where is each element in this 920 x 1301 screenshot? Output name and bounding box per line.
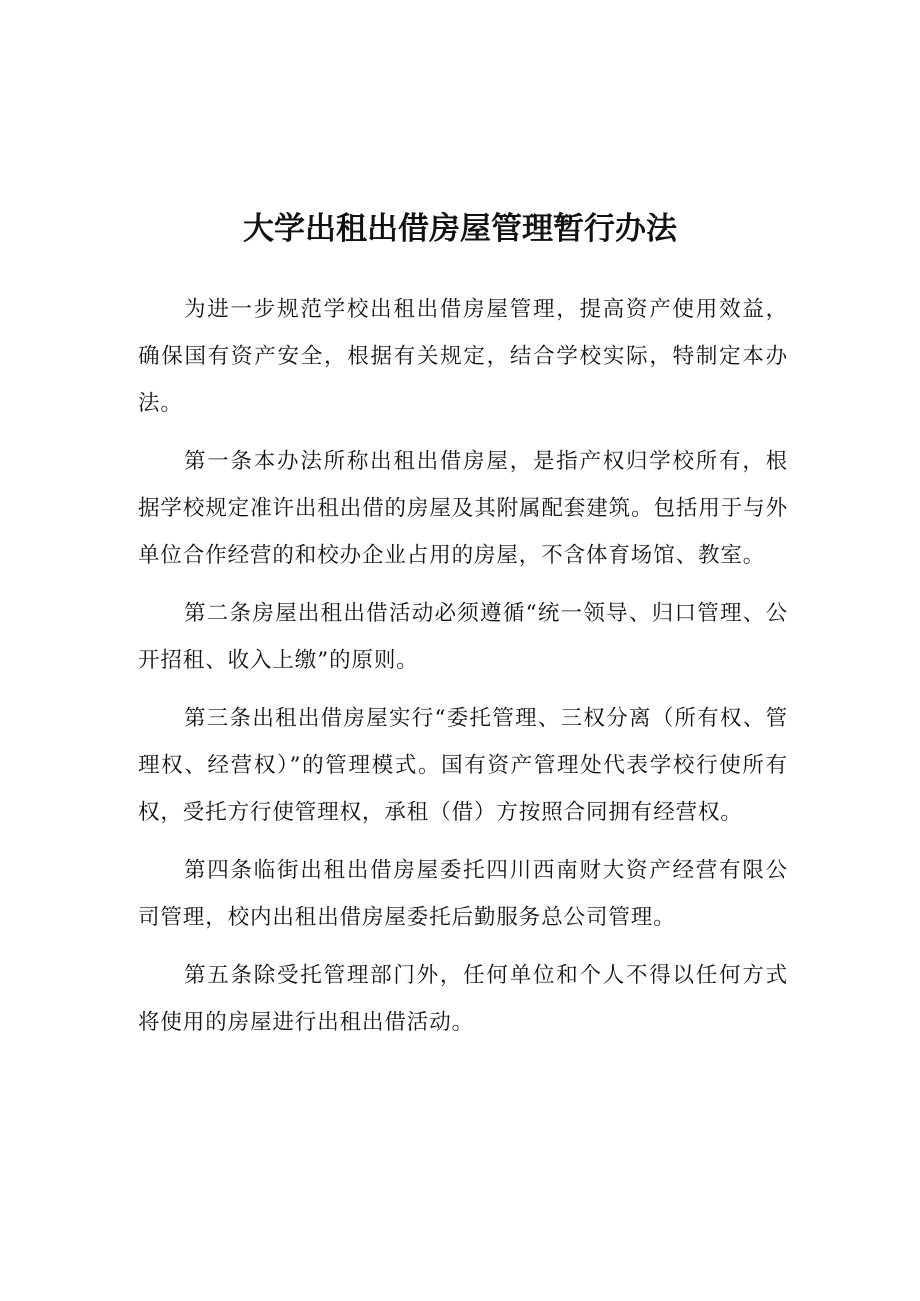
paragraph-article-5: 第五条除受托管理部门外，任何单位和个人不得以任何方式将使用的房屋进行出租出借活动。: [138, 963, 788, 1035]
paragraph-preamble: 为进一步规范学校出租出借房屋管理，提高资产使用效益，确保国有资产安全，根据有关规定，结合学校实际，特制定本办法。: [138, 297, 788, 416]
document-body: [138, 286, 788, 1057]
paragraph-article-3: 第三条出租出借房屋实行“委托管理、三权分离（所有权、管理权、经营权）”的管理模式。国有资产管理处代表学校行使所有权，受托方行使管理权，承租（借）方按照合同拥有经营权。: [138, 706, 788, 825]
document-title: 大学出租出借房屋管理暂行办法: [243, 211, 677, 247]
paragraph-article-2: 第二条房屋出租出借活动必须遵循“统一领导、归口管理、公开招租、收入上缴”的原则。: [138, 601, 788, 673]
paragraph-article-4: 第四条临街出租出借房屋委托四川西南财大资产经营有限公司管理，校内出租出借房屋委托后勤服务总公司管理。: [138, 858, 788, 930]
paragraph-article-1: 第一条本办法所称出租出借房屋，是指产权归学校所有，根据学校规定准许出租出借的房屋及其附属配套建筑。包括用于与外单位合作经营的和校办企业占用的房屋，不含体育场馆、教室。: [138, 449, 788, 568]
